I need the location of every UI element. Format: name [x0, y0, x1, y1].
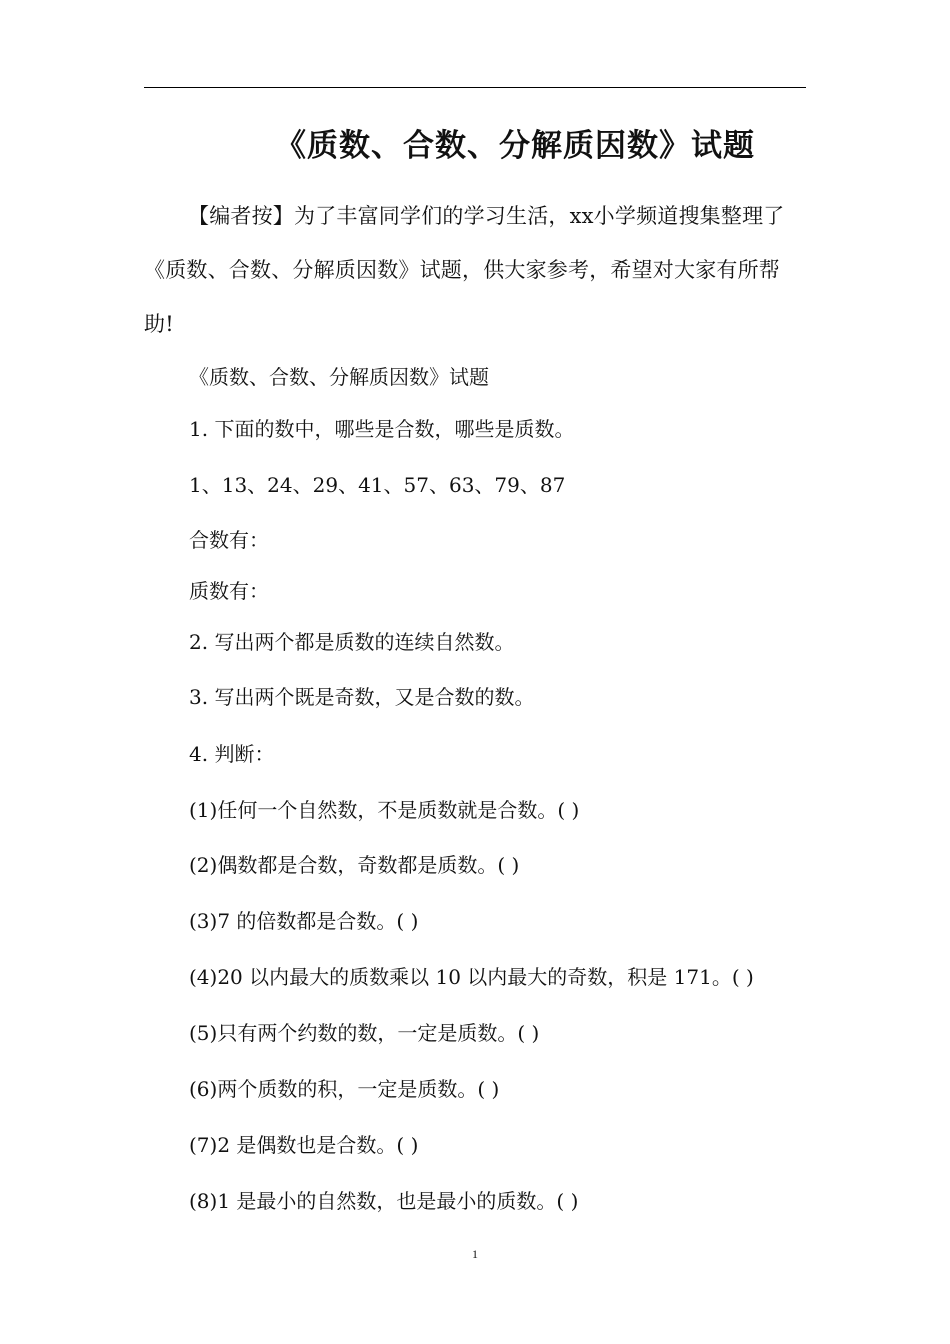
- content-line: (7)2 是偶数也是合数。( ): [189, 1133, 419, 1157]
- content-line: (2)偶数都是合数，奇数都是质数。( ): [189, 853, 520, 877]
- content-line: (5)只有两个约数的数，一定是质数。( ): [189, 1021, 540, 1045]
- content-line: (3)7 的倍数都是合数。( ): [189, 909, 419, 933]
- content-line: 合数有：: [189, 528, 269, 552]
- content-line: 4. 判断：: [189, 742, 275, 766]
- content-line: (8)1 是最小的自然数，也是最小的质数。( ): [189, 1189, 579, 1213]
- content-line: 质数有：: [189, 579, 269, 603]
- content-line: 1、13、24、29、41、57、63、79、87: [189, 473, 566, 497]
- content-line: 1. 下面的数中，哪些是合数，哪些是质数。: [189, 417, 575, 441]
- content-line: 3. 写出两个既是奇数，又是合数的数。: [189, 685, 535, 709]
- header-rule: [144, 87, 806, 88]
- intro-paragraph: [144, 189, 808, 351]
- document-title: 《质数、合数、分解质因数》试题: [275, 128, 755, 164]
- content-line: (6)两个质数的积，一定是质数。( ): [189, 1077, 500, 1101]
- content-line: 《质数、合数、分解质因数》试题: [189, 365, 489, 389]
- intro-text: 【编者按】为了丰富同学们的学习生活，xx小学频道搜集整理了《质数、合数、分解质因数》试题，供大家参考，希望对大家有所帮助!: [144, 204, 785, 336]
- page-number: 1: [472, 1247, 478, 1261]
- content-line: (1)任何一个自然数，不是质数就是合数。( ): [189, 798, 580, 822]
- content-line: (4)20 以内最大的质数乘以 10 以内最大的奇数，积是 171。( ): [189, 965, 754, 989]
- content-line: 2. 写出两个都是质数的连续自然数。: [189, 630, 515, 654]
